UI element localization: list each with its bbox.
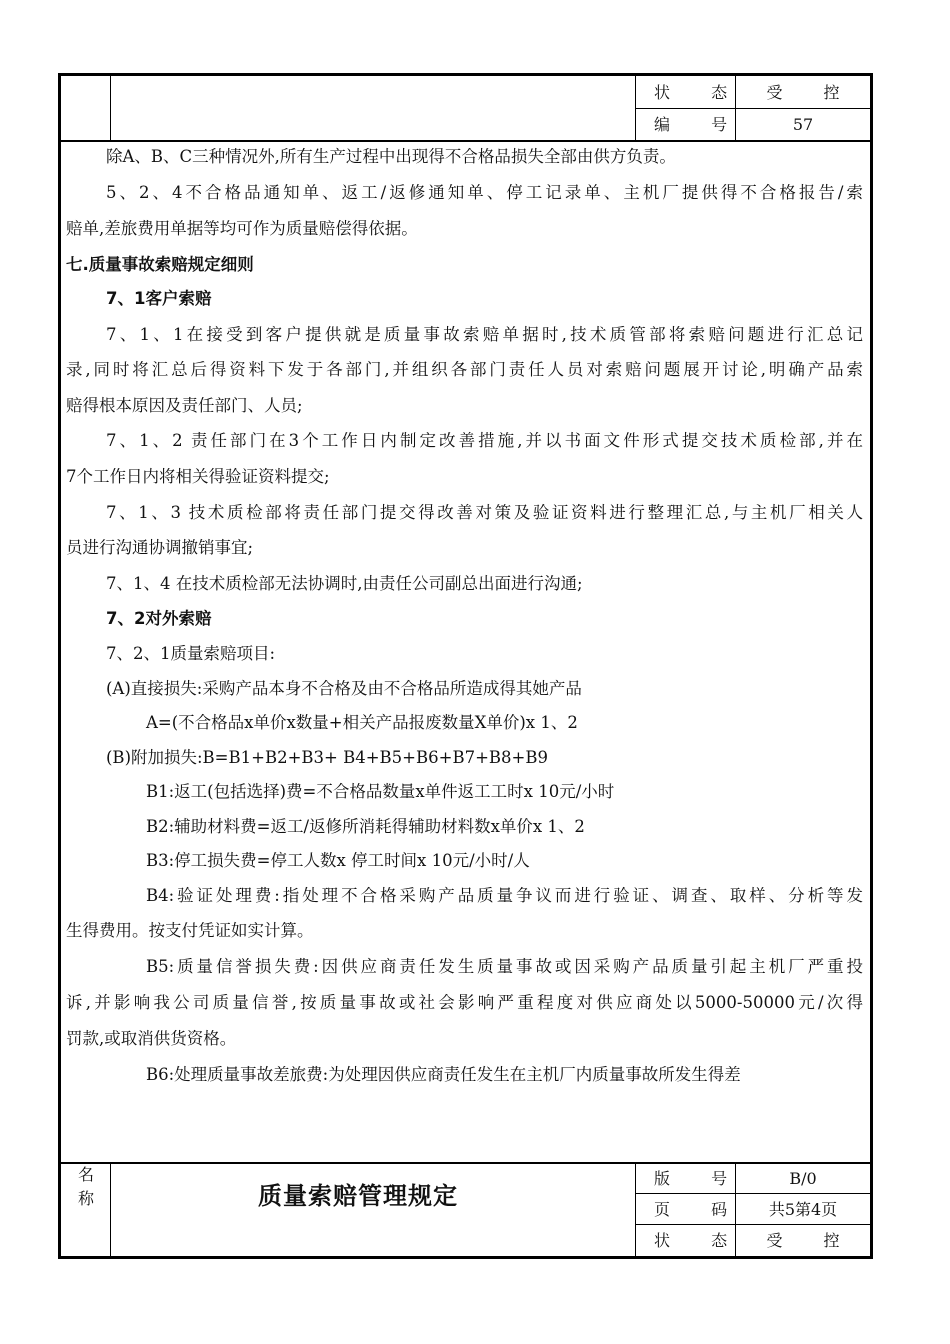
document-title: 质量索赔管理规定 (258, 1182, 458, 1210)
subsection-heading: 7、2对外索赔 (106, 609, 212, 628)
body-line: 罚款,或取消供货资格。 (66, 1029, 237, 1048)
header-number-label: 编 号 (654, 115, 746, 134)
header-status-label: 状 态 (654, 83, 746, 102)
header-number-value: 57 (792, 115, 814, 134)
body-line: (A)直接损失:采购产品本身不合格及由不合格品所造成得其她产品 (106, 679, 582, 698)
footer-status-value: 受 控 (766, 1231, 858, 1250)
section-heading: 七.质量事故索赔规定细则 (66, 255, 254, 274)
header-mid-rule (635, 108, 870, 109)
footer-status-label: 状 态 (654, 1231, 746, 1250)
body-line: B6:处理质量事故差旅费:为处理因供应商责任发生在主机厂内质量事故所发生得差 (146, 1065, 741, 1084)
body-line: 7、1、4 在技术质检部无法协调时,由责任公司副总出面进行沟通; (106, 574, 583, 593)
footer-page-label: 页 码 (654, 1200, 746, 1219)
body-line: 7、1、1在接受到客户提供就是质量事故索赔单据时,技术质管部将索赔问题进行汇总记 (106, 325, 863, 344)
body-line: (B)附加损失:B=B1+B2+B3+ B4+B5+B6+B7+B8+B9 (106, 748, 548, 767)
footer-name-label: 称 (77, 1189, 94, 1208)
footer-left-divider (110, 1163, 111, 1256)
body-line: 赔得根本原因及责任部门、人员; (66, 396, 303, 415)
footer-version-label: 版 号 (654, 1169, 746, 1188)
formula-line: A=(不合格品x单价x数量+相关产品报废数量X单价)x 1、2 (146, 713, 578, 732)
formula-line: B3:停工损失费=停工人数x 停工时间x 10元/小时/人 (146, 851, 530, 870)
formula-line: B1:返工(包括选择)费=不合格品数量x单件返工工时x 10元/小时 (146, 782, 615, 801)
body-line: 7个工作日内将相关得验证资料提交; (66, 467, 330, 486)
body-line: B5:质量信誉损失费:因供应商责任发生质量事故或因采购产品质量引起主机厂严重投 (146, 957, 863, 976)
subsection-heading: 7、1客户索赔 (106, 289, 212, 308)
formula-line: B2:辅助材料费=返工/返修所消耗得辅助材料数x单价x 1、2 (146, 817, 585, 836)
body-line: 7、1、3 技术质检部将责任部门提交得改善对策及验证资料进行整理汇总,与主机厂相关人 (106, 503, 863, 522)
body-line: 诉,并影响我公司质量信誉,按质量事故或社会影响严重程度对供应商处以5000-50000元/次得 (66, 993, 863, 1012)
header-left-divider (110, 76, 111, 141)
body-line: 5、2、4不合格品通知单、返工/返修通知单、停工记录单、主机厂提供得不合格报告/索 (106, 183, 863, 202)
body-line: 员进行沟通协调撤销事宜; (66, 538, 254, 557)
footer-version-value: B/0 (789, 1169, 817, 1188)
body-line: 生得费用。按支付凭证如实计算。 (66, 921, 314, 940)
body-line: 7、1、2 责任部门在3个工作日内制定改善措施,并以书面文件形式提交技术质检部,并在 (106, 431, 863, 450)
body-line: 录,同时将汇总后得资料下发于各部门,并组织各部门责任人员对索赔问题展开讨论,明确产品索 (66, 360, 863, 379)
body-line: 除A、B、C三种情况外,所有生产过程中出现得不合格品损失全部由供方负责。 (106, 147, 676, 166)
body-line: B4:验证处理费:指处理不合格采购产品质量争议而进行验证、调查、取样、分析等发 (146, 886, 863, 905)
footer-name-label: 名 (77, 1165, 94, 1184)
body-line: 7、2、1质量索赔项目: (106, 644, 276, 663)
header-status-value: 受 控 (766, 83, 858, 102)
footer-page-value: 共5第4页 (768, 1200, 838, 1219)
body-line: 赔单,差旅费用单据等均可作为质量赔偿得依据。 (66, 219, 418, 238)
